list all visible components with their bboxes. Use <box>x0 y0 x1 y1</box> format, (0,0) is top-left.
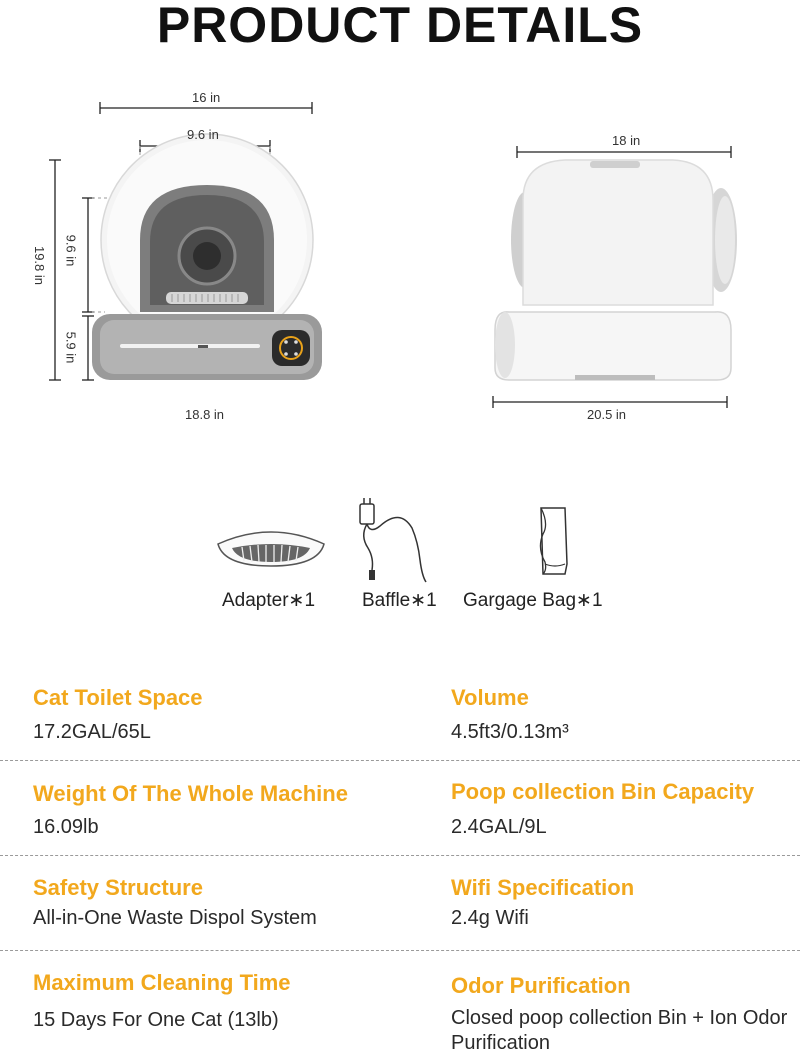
dim-side-base-width: 20.5 in <box>587 407 627 422</box>
spec-title-wifi: Wifi Specification <box>451 875 635 900</box>
spec-title-cat-toilet-space: Cat Toilet Space <box>33 685 203 710</box>
dim-front-width-top: 16 in <box>192 90 221 105</box>
spec-value-wifi: 2.4g Wifi <box>451 907 529 929</box>
spec-title-odor: Odor Purification <box>451 973 631 998</box>
spec-title-weight: Weight Of The Whole Machine <box>33 781 348 806</box>
spec-title-safety-structure: Safety Structure <box>33 875 203 900</box>
page-title: PRODUCT DETAILS <box>156 0 644 53</box>
accessory-label-1: Adapter∗1 <box>222 590 316 611</box>
dim-front-entry-width: 9.6 in <box>187 127 219 142</box>
side-view-diagram <box>485 130 745 410</box>
spec-value-weight: 16.09lb <box>33 816 99 838</box>
spec-value-odor: Closed poop collection Bin + Ion Odor Purification <box>451 1007 788 1054</box>
accessory-label-2: Baffle∗1 <box>362 590 437 611</box>
dim-front-entry-height: 9.6 in <box>63 234 79 267</box>
dim-front-base-width: 18.8 in <box>185 407 225 422</box>
accessory-label-3: Gargage Bag∗1 <box>463 590 603 611</box>
dim-front-total-height: 19.8 in <box>32 245 48 286</box>
spec-title-volume: Volume <box>451 685 529 710</box>
spec-title-bin-capacity: Poop collection Bin Capacity <box>451 779 755 804</box>
spec-value-cleaning-time: 15 Days For One Cat (13lb) <box>33 1009 279 1031</box>
adapter-icon <box>350 496 440 586</box>
spec-divider <box>0 760 800 761</box>
baffle-icon <box>214 520 328 580</box>
garbage-bag-icon <box>535 504 575 580</box>
spec-value-bin-capacity: 2.4GAL/9L <box>451 816 547 838</box>
spec-divider <box>0 950 800 951</box>
spec-divider <box>0 855 800 856</box>
spec-title-cleaning-time: Maximum Cleaning Time <box>33 970 291 995</box>
spec-value-safety-structure: All-in-One Waste Dispol System <box>33 907 317 929</box>
dim-front-base-height: 5.9 in <box>63 331 79 364</box>
spec-value-volume: 4.5ft3/0.13m³ <box>451 721 569 743</box>
dim-side-top-width: 18 in <box>612 133 641 148</box>
spec-value-cat-toilet-space: 17.2GAL/65L <box>33 721 151 743</box>
